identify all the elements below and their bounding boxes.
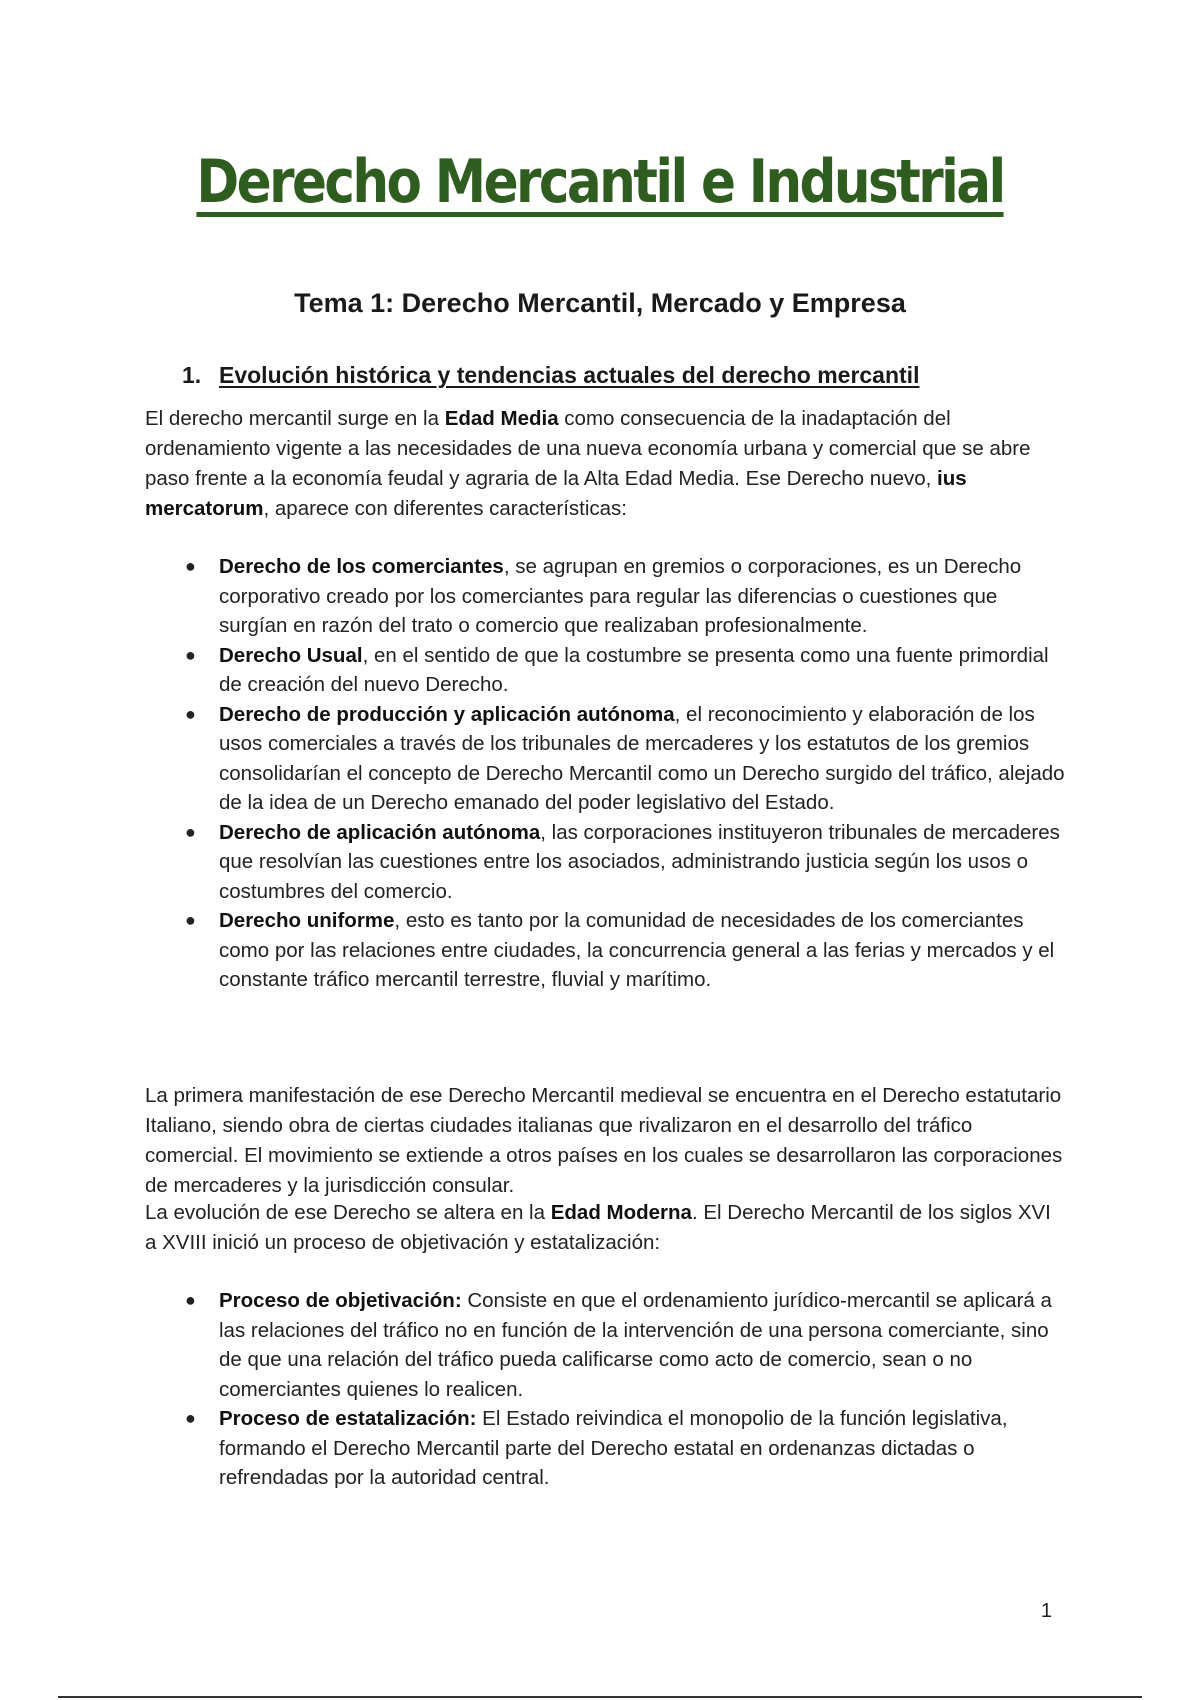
list-item bbox=[145, 552, 1065, 641]
bullet-icon: ● bbox=[185, 1290, 196, 1310]
item-text: El Estado reivindica el monopolio de la función legislativa, formando el Derecho Mercantil parte del Derecho estatal en ordenanzas dictadas o refrendadas por la autoridad central. bbox=[219, 1407, 1008, 1489]
footer-divider bbox=[58, 1696, 1142, 1698]
list-item bbox=[145, 1286, 1065, 1404]
bullet-icon: ● bbox=[185, 644, 196, 665]
intro-bold-edad-media: Edad Media bbox=[444, 407, 559, 430]
document-title: Derecho Mercantil e Industrial bbox=[196, 147, 1004, 217]
medieval-paragraph: La primera manifestación de ese Derecho Mercantil medieval se encuentra en el Derecho estatutario Italiano, siendo obra de ciertas ciudades italianas que rivalizaron en el desarrollo del tráfico comercial. El movimiento se extiende a otros países en los cuales se desarrollaron las corporaciones de mercaderes y la jurisdicción consular. bbox=[145, 1084, 1063, 1197]
bullet-icon: ● bbox=[185, 556, 196, 576]
item-bold: Derecho de producción y aplicación autónoma bbox=[219, 702, 675, 726]
modern-age-paragraph bbox=[145, 1198, 1065, 1258]
item-text: Consiste en que el ordenamiento jurídico-mercantil se aplicará a las relaciones del tráfico no en función de la intervención de una persona comerciante, sino de que una relación del tráfico pueda calificarse como acto de comercio, sean o no comerciantes quienes lo realicen. bbox=[219, 1289, 1052, 1401]
item-bold: Derecho Usual bbox=[219, 643, 363, 667]
bullet-icon: ● bbox=[185, 910, 196, 930]
bullet-icon: ● bbox=[185, 1408, 196, 1428]
intro-text-3: , aparece con diferentes características: bbox=[263, 497, 627, 520]
intro-bold-ius-mercatorum: ius mercatorum bbox=[145, 467, 967, 520]
section-number: 1. bbox=[182, 362, 202, 388]
bullet-icon: ● bbox=[185, 821, 196, 842]
modern-text-1: La evolución de ese Derecho se altera en la bbox=[145, 1201, 551, 1224]
topic-subtitle: Tema 1: Derecho Mercantil, Mercado y Empresa bbox=[294, 288, 906, 318]
processes-list bbox=[145, 1286, 1065, 1493]
item-text: , esto es tanto por la comunidad de necesidades de los comerciantes como por las relaciones entre ciudades, la concurrencia general a las ferias y mercados y el constante tráfico mercantil terrestre, fluvial y marítimo. bbox=[219, 909, 1055, 991]
list-item bbox=[145, 906, 1065, 995]
item-text: , se agrupan en gremios o corporaciones, es un Derecho corporativo creado por los comerciantes para regular las diferencias o cuestiones que surgían en razón del trato o comercio que realizaban profesionalmente. bbox=[219, 555, 1022, 637]
item-bold: Derecho de aplicación autónoma bbox=[219, 820, 541, 844]
list-item bbox=[145, 700, 1065, 818]
item-text: , en el sentido de que la costumbre se presenta como una fuente primordial de creación del nuevo Derecho. bbox=[219, 643, 1049, 696]
list-item bbox=[145, 641, 1065, 700]
item-bold: Derecho de los comerciantes bbox=[219, 555, 504, 578]
page-number: 1 bbox=[1040, 1600, 1052, 1622]
item-bold: Proceso de estatalización: bbox=[219, 1407, 477, 1430]
section-heading bbox=[182, 364, 919, 387]
characteristics-list bbox=[145, 552, 1065, 995]
intro-text-1: El derecho mercantil surge en la bbox=[145, 407, 445, 430]
item-bold: Derecho uniforme bbox=[219, 909, 395, 932]
bullet-icon: ● bbox=[185, 703, 196, 724]
list-item bbox=[145, 1404, 1065, 1493]
item-text: , las corporaciones instituyeron tribunales de mercaderes que resolvían las cuestiones entre los asociados, administrando justicia según los usos o costumbres del comercio. bbox=[219, 820, 1060, 903]
item-text: , el reconocimiento y elaboración de los usos comerciales a través de los tribunales de mercaderes y los estatutos de los gremios consolidarían el concepto de Derecho Mercantil como un Derecho surgido del tráfico, alejado de la idea de un Derecho emanado del poder legislativo del Estado. bbox=[219, 702, 1065, 814]
intro-text-2: como consecuencia de la inadaptación del ordenamiento vigente a las necesidades de una nueva economía urbana y comercial que se abre paso frente a la economía feudal y agraria de la Alta Edad Media. Ese Derecho nuevo, bbox=[145, 407, 1031, 490]
item-bold: Proceso de objetivación: bbox=[219, 1289, 462, 1312]
section-heading-text: Evolución histórica y tendencias actuales del derecho mercantil bbox=[219, 362, 920, 388]
modern-bold-edad-moderna: Edad Moderna bbox=[550, 1201, 692, 1224]
modern-text-2: . El Derecho Mercantil de los siglos XVI a XVIII inició un proceso de objetivación y estatalización: bbox=[145, 1201, 1051, 1254]
intro-paragraph bbox=[145, 404, 1065, 524]
list-item bbox=[145, 818, 1065, 907]
